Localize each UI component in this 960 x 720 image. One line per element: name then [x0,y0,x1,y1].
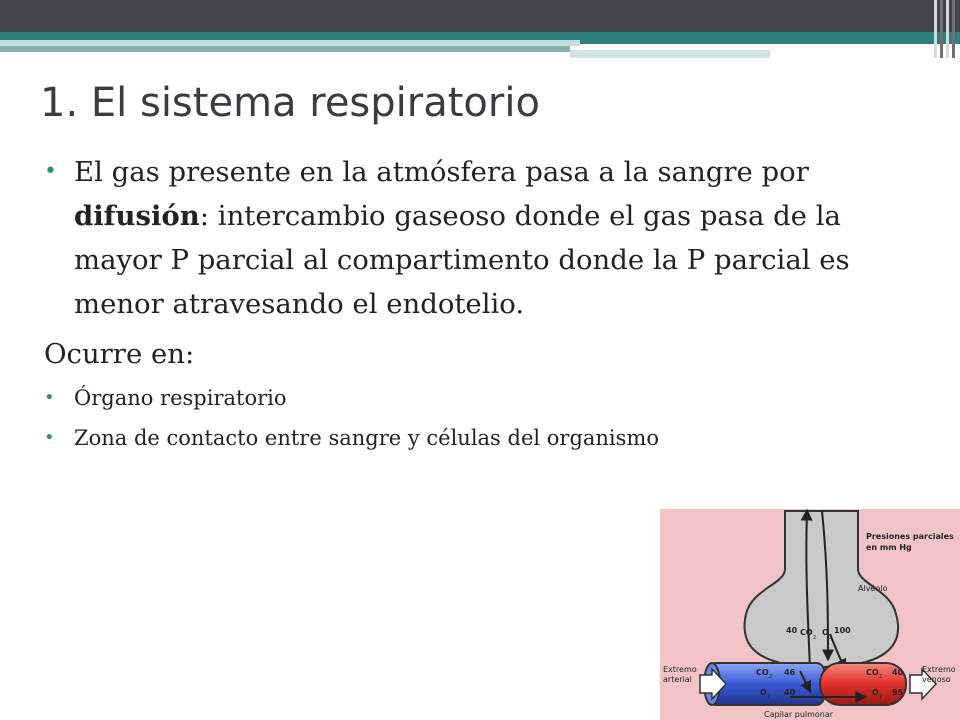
art-co2-sub: 2 [769,674,773,680]
header-band-light [0,40,580,46]
art-o2-value: 40 [784,688,796,697]
header-vertical-bar [934,0,937,58]
extremo-venoso-line1: Extremo [922,665,956,674]
bullet-text [74,150,924,326]
art-co2-value: 46 [784,668,796,677]
bullet-item [44,150,924,326]
art-co2-label: CO [756,668,769,677]
alv-o2-sub: 2 [829,635,833,641]
legend-line2: en mm Hg [866,543,912,552]
alv-o2-label: O [822,628,829,637]
art-o2-sub: 2 [767,694,771,700]
header-vertical-bar [952,0,955,58]
slide-title: 1. El sistema respiratorio [40,80,540,126]
sub-item-text: Zona de contacto entre sangre y células del organismo [74,426,659,450]
extremo-arterial-line1: Extremo [663,665,697,674]
art-o2-label: O [760,688,767,697]
alv-co2-value: 40 [786,626,798,635]
ven-co2-value: 40 [892,668,904,677]
sub-item-text: Órgano respiratorio [74,386,287,410]
capilar-label: Capilar pulmonar [764,710,834,719]
alv-co2-label: CO [800,628,813,637]
alv-o2-value: 100 [834,626,851,635]
bullet-dot-icon: • [44,159,57,184]
bullet-text-part: : intercambio gaseoso donde el gas pasa de la mayor P parcial al compartimento donde la P parcial es menor atravesando el endotelio. [74,200,850,320]
alveolus-diagram [660,509,960,720]
ven-co2-label: CO [866,668,879,677]
ven-co2-sub: 2 [879,674,883,680]
header-vertical-bar [940,0,943,58]
header-band-stripe [0,46,570,52]
sub-item [44,422,924,454]
alveolo-label: Alvéolo [858,584,888,593]
extremo-venoso-line2: venoso [922,675,951,684]
slide-body [44,150,924,454]
ven-o2-value: 95 [892,688,904,697]
bullet-dot-icon: • [44,387,55,408]
sub-item [44,382,924,414]
ven-o2-label: O [872,688,879,697]
bullet-text-bold: difusión [74,200,200,232]
ven-o2-sub: 2 [879,694,883,700]
extremo-arterial-line2: arterial [663,675,692,684]
bullet-dot-icon: • [44,427,55,448]
ocurre-label: Ocurre en: [44,338,195,370]
header-vertical-bar [946,0,949,58]
legend-line1: Presiones parciales [866,532,954,541]
header-band-accent [570,50,770,58]
bullet-text-part: El gas presente en la atmósfera pasa a la sangre por [74,156,809,188]
alv-co2-sub: 2 [813,635,817,641]
header-band-dark [0,0,960,32]
